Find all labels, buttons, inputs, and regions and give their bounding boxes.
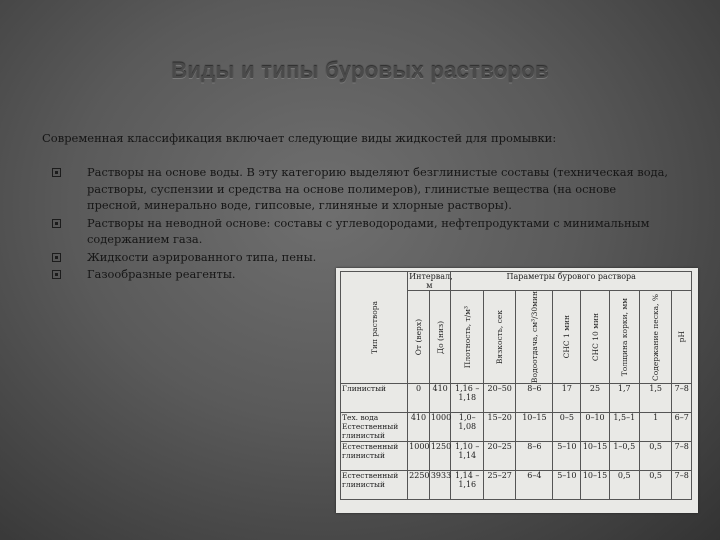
bullet-list: [52, 164, 672, 284]
row-type-cell: Естественный глинистый: [341, 442, 408, 471]
col-header: pH: [672, 291, 692, 384]
table-row: [341, 471, 692, 500]
table-cell: 1,14 – 1,16: [451, 471, 483, 500]
table-cell: 1,16 – 1,18: [451, 384, 483, 413]
col-header: Водоотдача, см³/30мин: [516, 291, 553, 384]
table-cell: 410: [408, 413, 430, 442]
table-row: [341, 413, 692, 442]
table-cell: 7–8: [672, 442, 692, 471]
table-cell: 1: [639, 413, 671, 442]
row-type-cell: Естественный глинистый: [341, 471, 408, 500]
table-cell: 25: [581, 384, 609, 413]
table-cell: 1,0–1,08: [451, 413, 483, 442]
table-cell: 6–7: [672, 413, 692, 442]
group-interval: Интервал, м: [409, 272, 453, 290]
table-cell: 17: [553, 384, 581, 413]
table-cell: 5–10: [553, 442, 581, 471]
table-cell: 10–15: [581, 471, 609, 500]
bullet-item-aerated: Жидкости аэрированного типа, пены.: [52, 249, 327, 266]
table-cell: 0: [408, 384, 430, 413]
row-type-cell: Глинистый: [341, 384, 408, 413]
table-cell: 0–5: [553, 413, 581, 442]
table-cell: 1250: [429, 442, 451, 471]
table-cell: 1000: [408, 442, 430, 471]
table-cell: 410: [429, 384, 451, 413]
table-cell: 8–6: [516, 384, 553, 413]
slide-title: Виды и типы буровых растворов: [171, 58, 549, 83]
table-cell: 2250: [408, 471, 430, 500]
table-cell: 3933: [429, 471, 451, 500]
table-cell: 0–10: [581, 413, 609, 442]
table-row: [341, 442, 692, 471]
col-header: Плотность, т/м³: [451, 291, 483, 384]
table-cell: 6–4: [516, 471, 553, 500]
col-header: От (верх): [408, 291, 430, 384]
parameters-table: [340, 271, 692, 500]
table-cell: 1,10 – 1,14: [451, 442, 483, 471]
table-cell: 10–15: [516, 413, 553, 442]
table-cell: 20–50: [483, 384, 515, 413]
bullet-item-water: Растворы на основе воды. В эту категорию выделяют безглинистые составы (техническая вода, растворы, суспензии и средства на основе полимеров), глинистые вещества (на основе пресной, минерально воде, гипсовые, глиняные и хлорные растворы).: [52, 164, 672, 214]
group-params: Параметры бурового раствора: [451, 272, 692, 291]
table-cell: 10–15: [581, 442, 609, 471]
table-cell: 5–10: [553, 471, 581, 500]
col-header: СНС 1 мин: [553, 291, 581, 384]
table-cell: 1,5: [639, 384, 671, 413]
table-cell: 7–8: [672, 471, 692, 500]
col-header-type: Тип раствора: [341, 272, 408, 384]
row-type-cell: Тех. вода Естественный глинистый: [341, 413, 408, 442]
intro-text: Современная классификация включает следующие виды жидкостей для промывки:: [42, 131, 557, 145]
square-bullet-icon: [52, 168, 61, 177]
col-header: СНС 10 мин: [581, 291, 609, 384]
table-cell: 1000: [429, 413, 451, 442]
table-cell: 1–0,5: [609, 442, 639, 471]
table-cell: 7–8: [672, 384, 692, 413]
col-header: Содержание песка, %: [639, 291, 671, 384]
table-row: [341, 384, 692, 413]
table-body: [341, 384, 692, 500]
table-group-header: [341, 272, 692, 291]
table-cell: 1,7: [609, 384, 639, 413]
drilling-fluid-table-image: [336, 268, 698, 513]
square-bullet-icon: [52, 253, 61, 262]
square-bullet-icon: [52, 270, 61, 279]
table-cell: 8–6: [516, 442, 553, 471]
table-cell: 0,5: [639, 471, 671, 500]
table-cell: 0,5: [609, 471, 639, 500]
table-cell: 20–25: [483, 442, 515, 471]
bullet-item-nonwater: Растворы на неводной основе: составы с углеводородами, нефтепродуктами с минимальным содержанием газа.: [52, 215, 672, 248]
bullet-item-gas: Газообразные реагенты.: [52, 266, 327, 283]
table-cell: 15–20: [483, 413, 515, 442]
table-cell: 25–27: [483, 471, 515, 500]
col-header: До (низ): [429, 291, 451, 384]
col-header: Толщина корки, мм: [609, 291, 639, 384]
col-header: Вязкость, сек: [483, 291, 515, 384]
table-cell: 1,5–1: [609, 413, 639, 442]
table-cell: 0,5: [639, 442, 671, 471]
square-bullet-icon: [52, 219, 61, 228]
